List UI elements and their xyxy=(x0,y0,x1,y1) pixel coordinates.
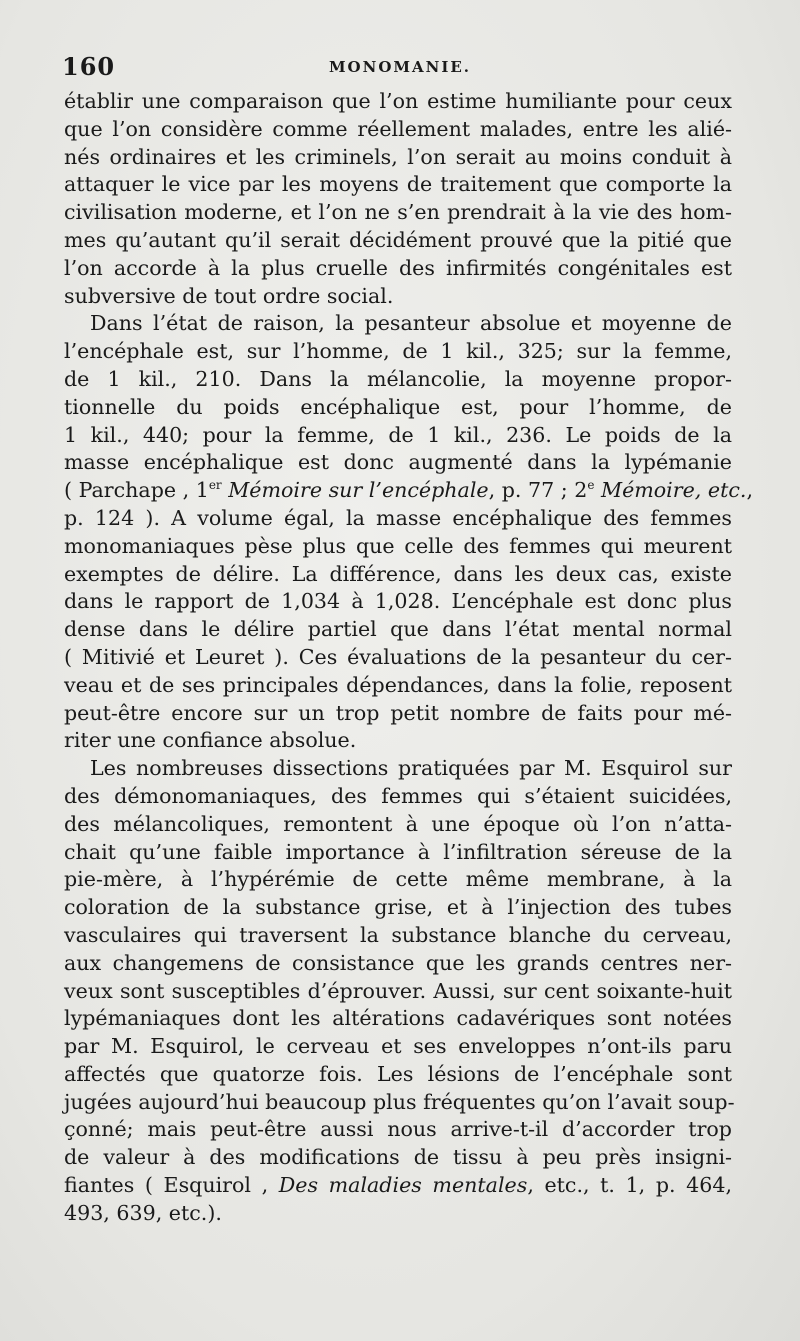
citation-title: Mémoire sur l’encéphale xyxy=(228,478,489,503)
text-line: de 1 kil., 210. Dans la mélancolie, la moyenne propor- xyxy=(64,366,732,391)
text-line: mes qu’autant qu’il serait décidément prouvé que la pitié que xyxy=(64,227,732,252)
text-line: nés ordinaires et les criminels, l’on serait au moins conduit à xyxy=(64,144,732,169)
text-line: monomaniaques pèse plus que celle des femmes qui meurent xyxy=(64,533,732,558)
text-line: Dans l’état de raison, la pesanteur absolue et moyenne de xyxy=(90,311,732,336)
running-head: MONOMANIE. xyxy=(328,58,472,76)
text-line: chait qu’une faible importance à l’infiltration séreuse de la xyxy=(64,839,732,864)
text-line: çonné; mais peut-être aussi nous arrive-t-il d’accorder trop xyxy=(64,1117,732,1142)
text-line: par M. Esquirol, le cerveau et ses enveloppes n’ont-ils paru xyxy=(64,1034,732,1059)
citation-title: Des maladies mentales xyxy=(278,1173,528,1198)
citation-text: ( Parchape , 1 xyxy=(64,478,209,503)
text-line: que l’on considère comme réellement malades, entre les alié- xyxy=(64,116,732,141)
text-line: vasculaires qui traversent la substance blanche du cerveau, xyxy=(64,922,732,947)
text-line: de valeur à des modifications de tissu à peu près insigni- xyxy=(64,1145,732,1170)
text-line: tionnelle du poids encéphalique est, pour l’homme, de xyxy=(64,394,732,419)
citation-line xyxy=(64,477,753,505)
citation-text: , p. 77 ; 2 xyxy=(488,478,588,503)
text-line: pie-mère, à l’hypérémie de cette même membrane, à la xyxy=(64,867,732,892)
page-number: 160 xyxy=(62,52,116,81)
text-line: lypémaniaques dont les altérations cadavériques sont notées xyxy=(64,1006,732,1031)
text-line: établir une comparaison que l’on estime humiliante pour ceux xyxy=(64,89,732,113)
text-line: subversive de tout ordre social. xyxy=(64,283,394,308)
text-line: peut-être encore sur un trop petit nombre de faits pour mé- xyxy=(64,700,732,725)
text-line: coloration de la substance grise, et à l’injection des tubes xyxy=(64,895,732,920)
citation-text: fiantes ( Esquirol , xyxy=(64,1173,279,1198)
text-line: des démonomaniaques, des femmes qui s’étaient suicidées, xyxy=(64,783,732,808)
citation-title: Mémoire, etc. xyxy=(600,478,747,503)
text-line: des mélancoliques, remontent à une époque où l’on n’atta- xyxy=(64,811,732,836)
text-line: jugées aujourd’hui beaucoup plus fréquentes qu’on l’avait soup- xyxy=(64,1089,735,1114)
text-line: exemptes de délire. La différence, dans les deux cas, existe xyxy=(64,561,732,586)
text-line: p. 124 ). A volume égal, la masse encéphalique des femmes xyxy=(64,505,732,530)
text-line: 1 kil., 440; pour la femme, de 1 kil., 236. Le poids de la xyxy=(64,422,732,447)
text-line: l’encéphale est, sur l’homme, de 1 kil., 325; sur la femme, xyxy=(64,339,732,364)
paragraph-1 xyxy=(64,88,732,310)
text-line: masse encéphalique est donc augmenté dans la lypémanie xyxy=(64,450,732,475)
text-line: ( Mitivié et Leuret ). Ces évaluations de la pesanteur du cer- xyxy=(64,644,732,669)
text-line: 493, 639, etc.). xyxy=(64,1200,222,1225)
text-line: veux sont susceptibles d’éprouver. Aussi, sur cent soixante-huit xyxy=(64,978,732,1003)
citation-line xyxy=(64,1172,732,1200)
text-line: dense dans le délire partiel que dans l’état mental normal xyxy=(64,617,732,642)
text-line: affectés que quatorze fois. Les lésions de l’encéphale sont xyxy=(64,1061,732,1086)
paragraph-3 xyxy=(64,755,735,1228)
page-body xyxy=(64,88,753,1228)
citation-superscript: er xyxy=(208,478,222,493)
paragraph-2 xyxy=(64,310,753,755)
citation-text: , xyxy=(746,478,753,503)
text-line: l’on accorde à la plus cruelle des infirmités congénitales est xyxy=(64,255,732,280)
text-line: civilisation moderne, et l’on ne s’en prendrait à la vie des hom- xyxy=(64,200,732,225)
text-line: veau et de ses principales dépendances, dans la folie, reposent xyxy=(64,672,732,697)
page-header xyxy=(62,52,738,88)
text-line: dans le rapport de 1,034 à 1,028. L’encéphale est donc plus xyxy=(64,589,732,614)
text-line: Les nombreuses dissections pratiquées par M. Esquirol sur xyxy=(90,756,732,781)
text-line: aux changemens de consistance que les grands centres ner- xyxy=(64,950,732,975)
text-line: riter une confiance absolue. xyxy=(64,728,357,753)
citation-superscript: e xyxy=(587,478,595,493)
text-line: attaquer le vice par les moyens de traitement que comporte la xyxy=(64,172,732,197)
citation-text: , etc., t. 1, p. 464, xyxy=(527,1173,733,1198)
